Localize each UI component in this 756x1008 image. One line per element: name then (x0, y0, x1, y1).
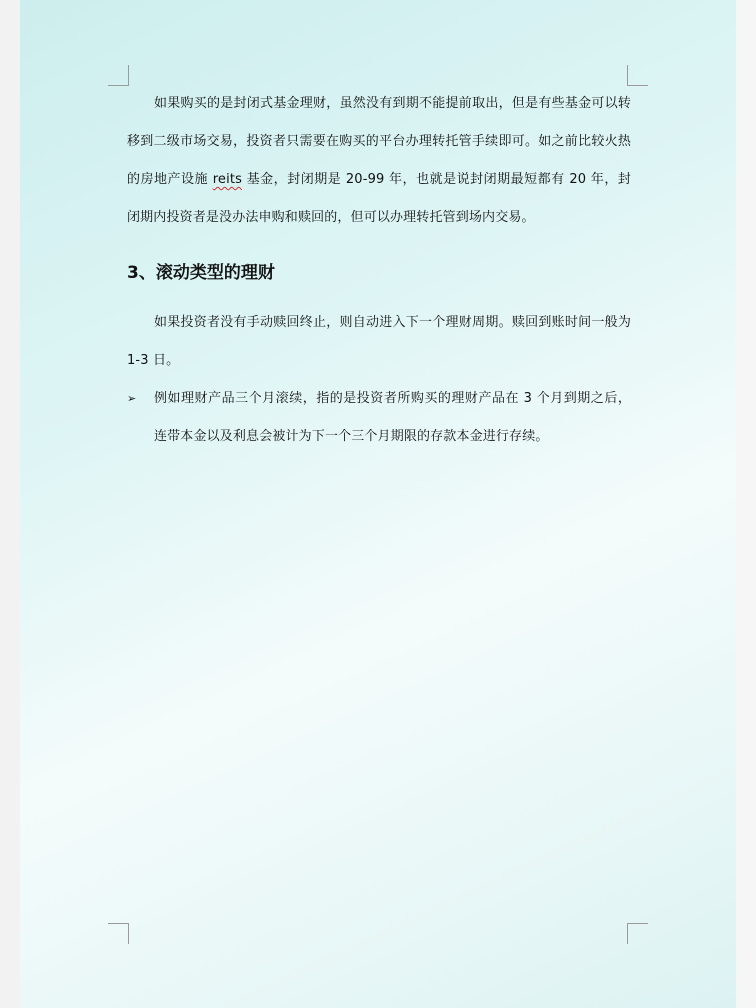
document-body[interactable] (127, 85, 631, 456)
paragraph-closed-fund (127, 85, 631, 237)
paragraph-text: 基金，封闭期是 20-99 年，也就是说封闭期最短都有 20 年，封闭期内投资者是没办法申购和赎回的，但可以办理转托管到场内交易。 (127, 172, 631, 225)
crop-mark-bottom-right (627, 923, 648, 944)
section-heading: 3、滚动类型的理财 (127, 263, 275, 283)
bullet-list-item (127, 380, 631, 456)
crop-mark-top-left (108, 65, 129, 86)
bullet-text: 例如理财产品三个月滚续，指的是投资者所购买的理财产品在 3 个月到期之后，连带本金以及利息会被计为下一个三个月期限的存款本金进行存续。 (154, 391, 631, 444)
document-page (20, 0, 736, 1008)
paragraph-rolling-product: 如果投资者没有手动赎回终止，则自动进入下一个理财周期。赎回到账时间一般为 1-3 日。 (127, 315, 631, 368)
spellcheck-flagged-word[interactable]: reits (212, 172, 243, 187)
paragraph-text: 如果购买的是封闭式基金理财，虽然没有到期不能提前取出，但是有些基金可以转移到二级市场交易，投资者只需要在购买的平台办理转托管手续即可。如之前比较火热的房地产设施 (127, 96, 631, 187)
crop-mark-top-right (627, 65, 648, 86)
window-margin (736, 0, 756, 1008)
crop-mark-bottom-left (108, 923, 129, 944)
arrow-bullet-icon: ➢ (127, 392, 137, 405)
